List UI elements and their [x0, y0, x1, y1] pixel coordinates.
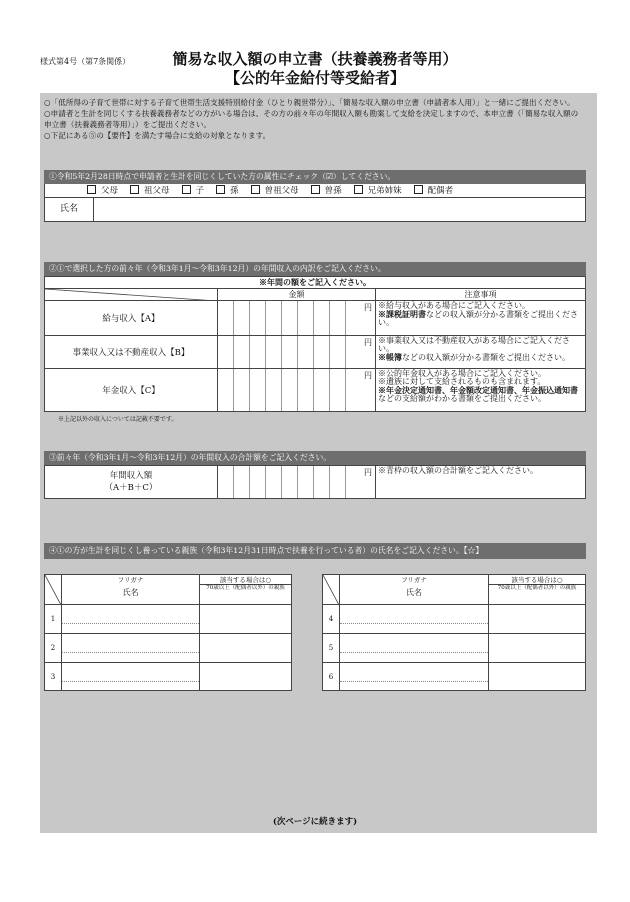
furigana-label: フリガナ — [117, 576, 144, 584]
relation-option[interactable] — [354, 184, 402, 198]
applicable-header — [489, 575, 586, 605]
section-4-header: ④①の方が生計を同じくし養っている親族（令和3年12月31日時点で扶養を行っている者）の氏名をご記入ください。【☆】 — [44, 543, 586, 559]
table-row — [45, 301, 586, 336]
relation-option[interactable] — [251, 184, 299, 198]
diagonal-cell — [45, 575, 62, 605]
note-line: ※事業収入又は不動産収入がある場合にご記入ください。 — [378, 336, 570, 353]
total-label-line: 年間収入額 — [109, 471, 153, 481]
total-label — [45, 466, 218, 499]
relation-label: 子 — [195, 186, 205, 196]
applicable-field[interactable] — [200, 634, 292, 663]
note-item: ○下記にある⑤の【要件】を満たす場合に支給の対象となります。 — [44, 131, 271, 140]
yen-label: 円 — [364, 468, 372, 477]
row-number: 5 — [323, 634, 340, 663]
relatives-table-right — [322, 574, 586, 691]
table-row — [45, 663, 292, 691]
row-number: 4 — [323, 605, 340, 634]
name-label: 氏名 — [406, 588, 422, 597]
note-line: ※公的年金収入がある場合にご記入ください。 — [378, 369, 546, 378]
section-3-header: ③前々年（令和3年1月～令和3年12月）の年間収入の合計額をご記入ください。 — [44, 451, 586, 465]
age-note: 70歳以上（配偶者以外）の親族 — [497, 585, 577, 591]
section-2-header: ②①で選択した方の前々年（令和3年1月～令和3年12月）の年間収入の内訳をご記入ください。 — [44, 262, 586, 276]
applicable-field[interactable] — [489, 663, 586, 691]
diagonal-line — [45, 289, 217, 301]
table-row — [45, 369, 586, 412]
relation-option[interactable] — [414, 184, 454, 198]
section-1 — [44, 170, 586, 222]
total-note: ※青枠の収入額の合計額をご記入ください。 — [376, 466, 586, 499]
relation-label: 孫 — [230, 186, 239, 196]
row-label: 給与収入【A】 — [45, 301, 218, 336]
checkbox[interactable] — [311, 185, 320, 194]
amount-field[interactable] — [218, 369, 376, 412]
table-row — [323, 634, 586, 663]
page-title: 簡易な収入額の申立書（扶養義務者等用） — [172, 50, 458, 68]
total-label-line: （A＋B＋C） — [104, 483, 158, 493]
age-note: 70歳以上（配偶者以外）の親族 — [206, 585, 285, 591]
amount-field[interactable] — [218, 301, 376, 336]
row-number: 1 — [45, 605, 62, 634]
relation-option[interactable] — [130, 184, 170, 198]
checkbox[interactable] — [251, 185, 260, 194]
applicable-field[interactable] — [489, 605, 586, 634]
checkbox[interactable] — [414, 185, 423, 194]
checkbox[interactable] — [182, 185, 191, 194]
name-field[interactable] — [94, 198, 585, 221]
notes-header: 注意事項 — [376, 289, 586, 301]
section-1-header: ①令和5年2月28日時点で申請者と生計を同じくしていた方の属性にチェック（☑）してください。 — [44, 170, 586, 184]
table-row — [323, 663, 586, 691]
note-item: ○「低所得の子育て世帯に対する子育て世帯生活支援特別給付金（ひとり親世帯分）」、「簡易な収入額の申立書（申請者本人用）」と一緒にご提出ください。 — [44, 98, 575, 107]
table-row — [45, 336, 586, 369]
note-line: ※遺族に対して支給されるものも含まれます。 — [378, 377, 546, 386]
applicable-header — [200, 575, 292, 605]
relation-label: 曽祖父母 — [264, 186, 299, 196]
relation-row — [44, 184, 586, 198]
name-label: 氏名 — [45, 198, 94, 221]
relation-option[interactable] — [311, 184, 342, 198]
row-number: 6 — [323, 663, 340, 691]
applicable-field[interactable] — [200, 605, 292, 634]
relation-label: 祖父母 — [144, 186, 170, 196]
name-field[interactable] — [340, 634, 489, 663]
continued-footer: (次ページに続きます) — [272, 817, 358, 827]
name-field[interactable] — [62, 663, 200, 691]
instruction: ※年間の額をご記入ください。 — [45, 277, 586, 289]
note-line: ※課税証明書などの収入額が分かる書類をご提出ください。 — [378, 309, 578, 327]
row-number: 2 — [45, 634, 62, 663]
applicable-label: 該当する場合は○ — [200, 575, 291, 585]
diagonal-cell — [323, 575, 340, 605]
name-field[interactable] — [340, 605, 489, 634]
checkbox[interactable] — [354, 185, 363, 194]
relation-option[interactable] — [216, 184, 239, 198]
applicable-field[interactable] — [200, 663, 292, 691]
checkbox[interactable] — [87, 185, 96, 194]
name-field[interactable] — [62, 634, 200, 663]
notes — [44, 97, 584, 141]
applicable-field[interactable] — [489, 634, 586, 663]
table-row — [45, 605, 292, 634]
note-line: ※年金決定通知書、年金額改定通知書、年金振込通知書などの支給額がわかる書類をご提出ください。 — [378, 385, 578, 403]
name-header — [340, 575, 489, 605]
table-row — [323, 605, 586, 634]
name-row — [44, 198, 586, 222]
checkbox[interactable] — [216, 185, 225, 194]
applicable-label: 該当する場合は○ — [489, 575, 585, 585]
total-amount-field[interactable] — [218, 466, 376, 499]
row-note — [376, 369, 586, 412]
amount-field[interactable] — [218, 336, 376, 369]
checkbox[interactable] — [130, 185, 139, 194]
row-number: 3 — [45, 663, 62, 691]
table-row — [45, 634, 292, 663]
relation-label: 父母 — [101, 186, 119, 196]
relation-label: 配偶者 — [427, 186, 454, 196]
row-label: 年金収入【C】 — [45, 369, 218, 412]
total-table — [44, 465, 586, 499]
relation-option[interactable] — [87, 184, 118, 198]
yen-label: 円 — [364, 371, 372, 380]
relation-label: 兄弟姉妹 — [367, 186, 402, 196]
footnote: ※上記以外の収入については記載不要です。 — [58, 416, 178, 423]
diagonal-cell — [45, 289, 218, 301]
row-label: 事業収入又は不動産収入【B】 — [45, 336, 218, 369]
row-note — [376, 336, 586, 369]
row-note — [376, 301, 586, 336]
amount-header: 金額 — [218, 289, 376, 301]
page-subtitle: 【公的年金給付等受給者】 — [224, 69, 405, 87]
section-3 — [44, 451, 586, 499]
yen-label: 円 — [364, 303, 372, 312]
name-label: 氏名 — [122, 588, 139, 597]
note-line: ※帳簿などの収入額が分かる書類をご提出ください。 — [378, 352, 570, 362]
relation-label: 曽孫 — [324, 186, 342, 196]
furigana-label: フリガナ — [401, 576, 427, 584]
section-4 — [44, 543, 586, 559]
income-table — [44, 276, 586, 412]
section-2 — [44, 262, 586, 423]
name-field[interactable] — [62, 605, 200, 634]
name-header — [62, 575, 200, 605]
relation-option[interactable] — [182, 184, 205, 198]
form-number: 様式第4号（第7条関係） — [40, 57, 131, 66]
relatives-table-left — [44, 574, 292, 691]
note-line: ※給与収入がある場合にご記入ください。 — [378, 301, 530, 310]
note-item: ○申請者と生計を同じくする扶養義務者などの方がいる場合は、その方の前々年の年間収入額も勘案して支給を決定しますので、本申立書（「簡易な収入額の申立書（扶養義務者等用）」）をご提出ください。 — [44, 109, 579, 129]
yen-label: 円 — [364, 338, 372, 347]
name-field[interactable] — [340, 663, 489, 691]
